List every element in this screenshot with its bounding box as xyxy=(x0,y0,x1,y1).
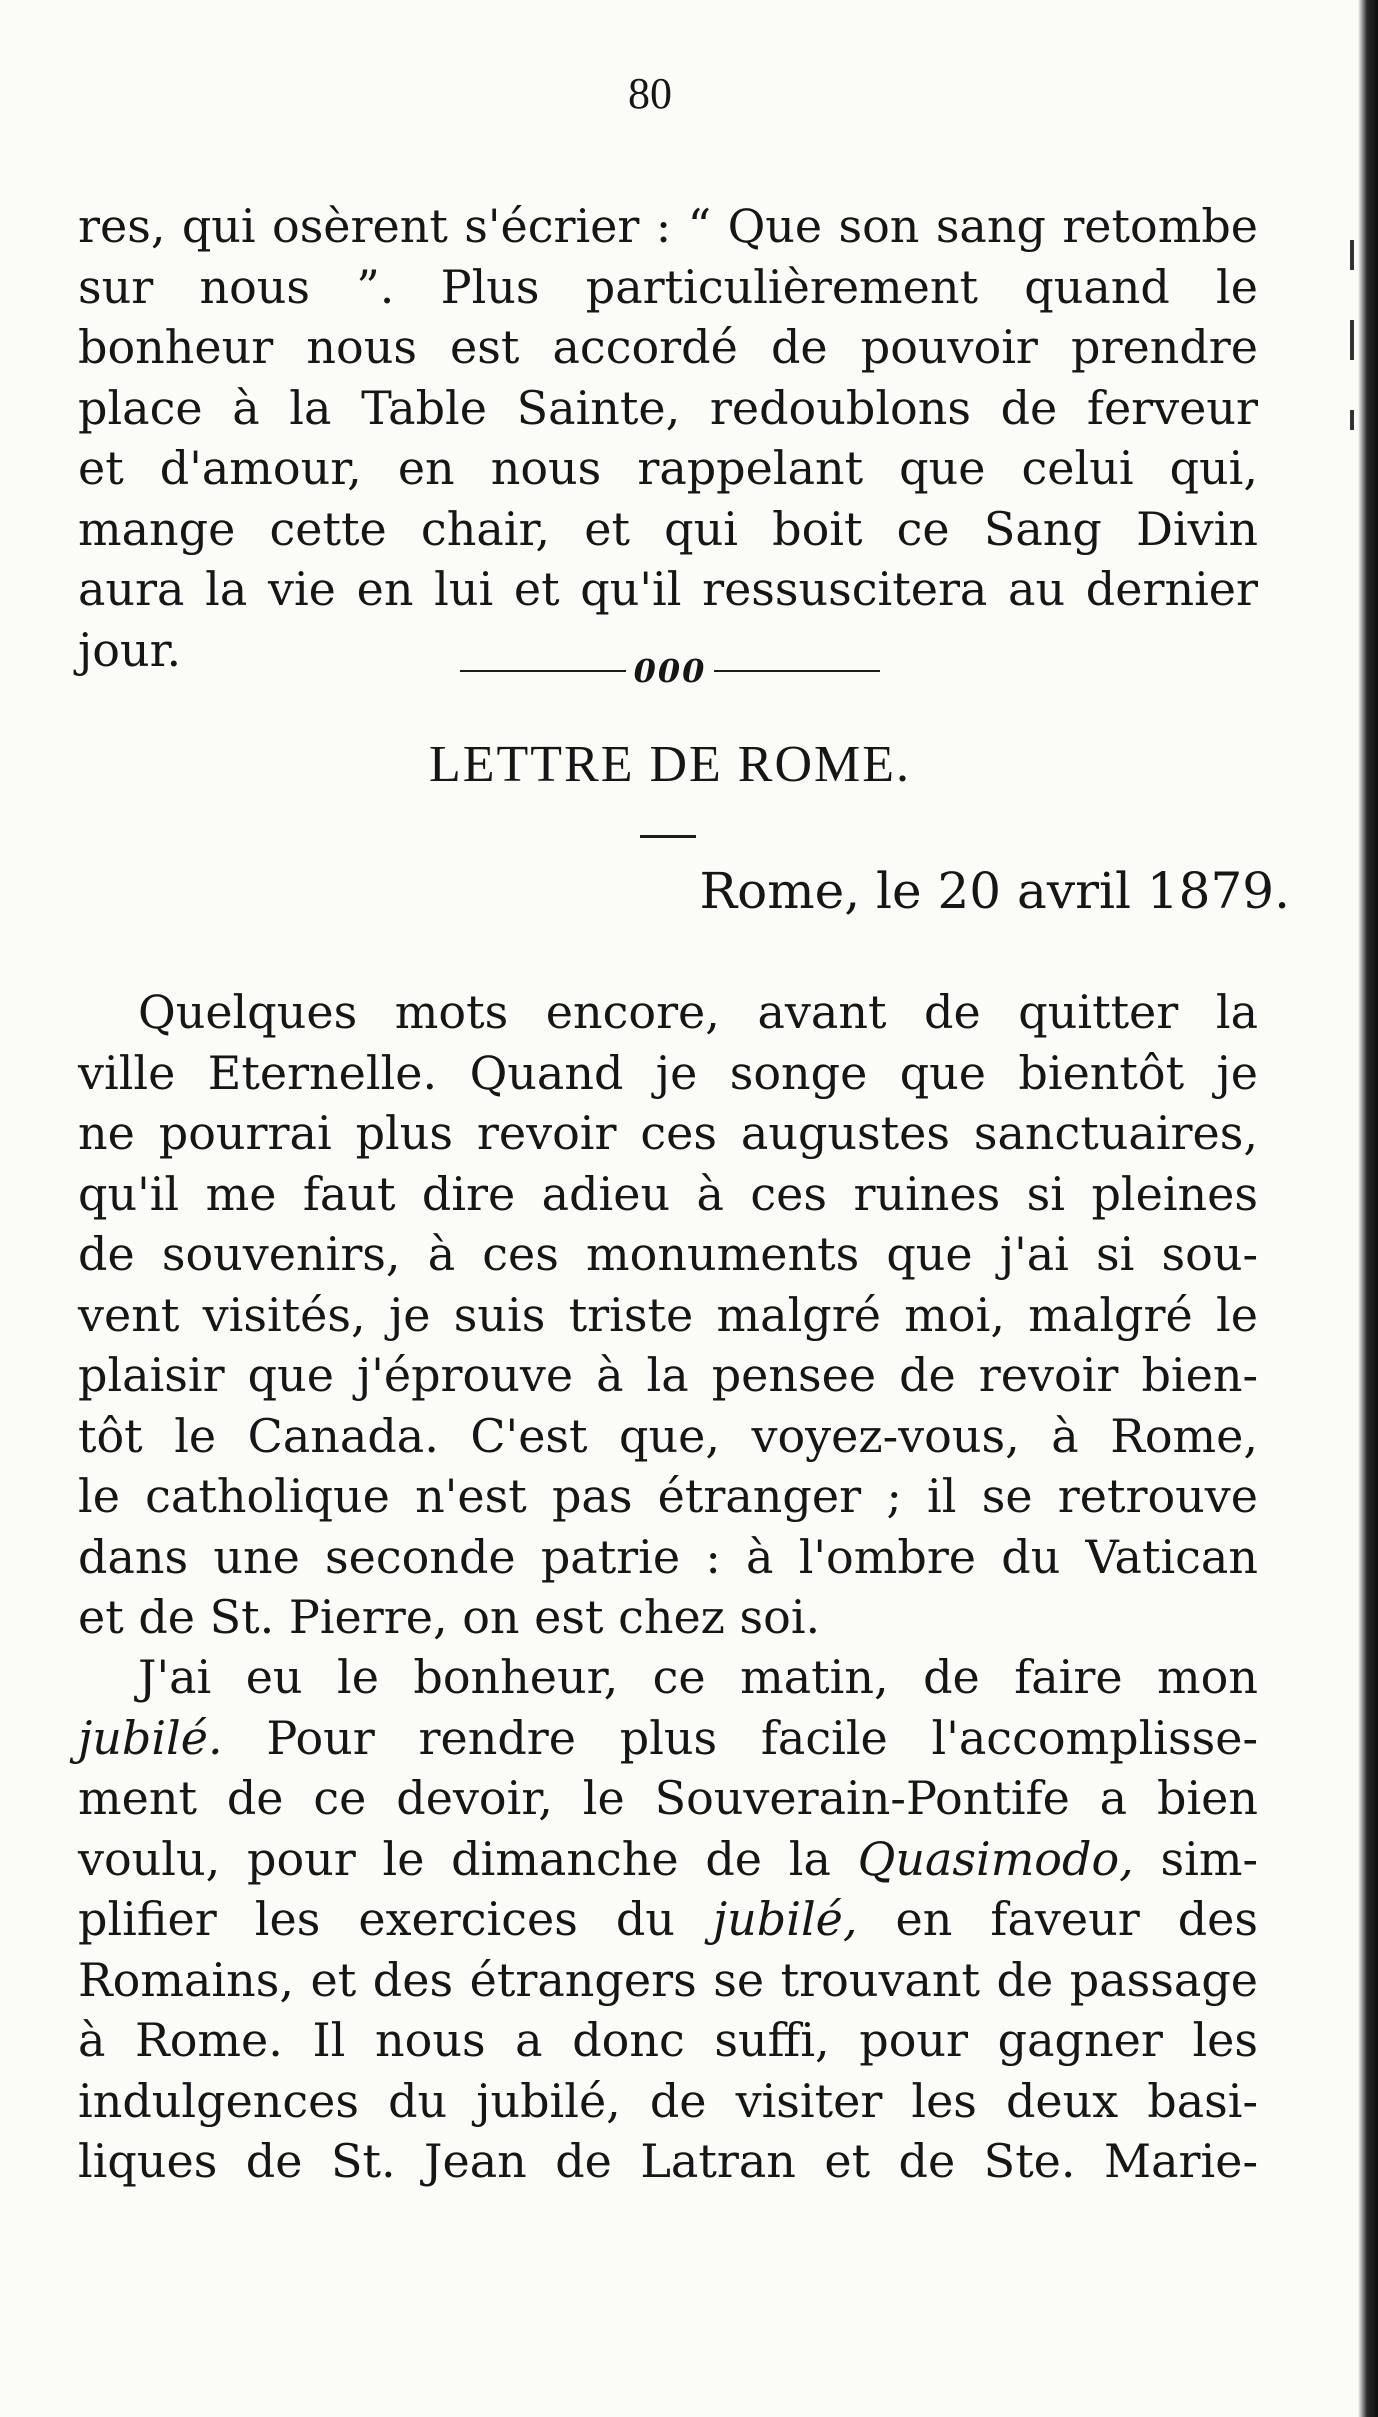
text-line: et d'amour, en nous rappelant que celui qui, xyxy=(78,441,1258,495)
text-line: mange cette chair, et qui boit ce Sang Divin xyxy=(78,501,1258,556)
section-separator xyxy=(460,652,880,690)
text-line: res, qui osèrent s'écrier : “ Que son sang retombe xyxy=(78,199,1258,253)
text-line: de souvenirs, à ces monuments que j'ai si sou- xyxy=(78,1227,1258,1281)
text-line: tôt le Canada. C'est que, voyez-vous, à Rome, xyxy=(78,1408,1258,1463)
text-line: le catholique n'est pas étranger ; il se retrouve xyxy=(78,1469,1258,1523)
dateline: Rome, le 20 avril 1879. xyxy=(699,862,1290,920)
separator-rule-left xyxy=(460,670,626,672)
text-line: ne pourrai plus revoir ces augustes sanctuaires, xyxy=(78,1106,1258,1160)
emphasis: jubilé. xyxy=(78,1710,223,1765)
emphasis: jubilé, xyxy=(712,1892,858,1946)
text-line: plifier les exercices du jubilé, en faveur des xyxy=(78,1892,1259,1946)
text-line: liques de St. Jean de Latran et de Ste. Marie- xyxy=(78,2134,1258,2188)
text-line: bonheur nous est accordé de pouvoir prendre xyxy=(78,320,1258,374)
page-number: 80 xyxy=(628,69,672,118)
text-line: indulgences du jubilé, de visiter les deux basi- xyxy=(78,2073,1258,2128)
text-line: jubilé. Pour rendre plus facile l'accomplisse- xyxy=(78,1710,1258,1765)
letter-paragraph-1 xyxy=(78,982,1258,1648)
section-title: LETTRE DE ROME. xyxy=(428,736,912,793)
text-line: aura la vie en lui et qu'il ressuscitera au dernier xyxy=(78,562,1258,616)
edge-mark xyxy=(1350,240,1354,270)
text-line: sur nous ”. Plus particulièrement quand le xyxy=(78,259,1258,314)
separator-glyph: 000 xyxy=(633,652,707,690)
text-line: qu'il me faut dire adieu à ces ruines si pleines xyxy=(78,1166,1258,1221)
separator-rule-right xyxy=(714,670,880,672)
title-rule xyxy=(640,835,696,838)
top-paragraph xyxy=(78,196,1258,680)
text-line: ment de ce devoir, le Souverain-Pontife a bien xyxy=(78,1771,1258,1825)
text-line: Romains, et des étrangers se trouvant de passage xyxy=(78,1952,1258,2007)
text-line: plaisir que j'éprouve à la pensee de revoir bien- xyxy=(78,1348,1258,1402)
text-line: J'ai eu le bonheur, ce matin, de faire mon xyxy=(138,1650,1258,1704)
text-line: place à la Table Sainte, redoublons de ferveur xyxy=(78,380,1258,435)
text-line: à Rome. Il nous a donc suffi, pour gagner les xyxy=(78,2013,1258,2067)
edge-mark xyxy=(1350,410,1354,430)
edge-mark xyxy=(1350,320,1354,360)
letter-paragraph-2 xyxy=(78,1647,1258,2192)
text-line: jour. xyxy=(78,622,182,677)
emphasis: Quasimodo, xyxy=(857,1831,1134,1886)
text-line: dans une seconde patrie : à l'ombre du Vatican xyxy=(78,1529,1258,1584)
text-line: ville Eternelle. Quand je songe que bientôt je xyxy=(78,1045,1258,1100)
text-line: voulu, pour le dimanche de la Quasimodo, sim- xyxy=(78,1831,1258,1886)
page-spine-shadow xyxy=(1358,0,1378,2417)
text-line: et de St. Pierre, on est chez soi. xyxy=(78,1590,821,1644)
text-line: Quelques mots encore, avant de quitter la xyxy=(138,985,1258,1039)
text-line: vent visités, je suis triste malgré moi, malgré le xyxy=(78,1287,1258,1342)
